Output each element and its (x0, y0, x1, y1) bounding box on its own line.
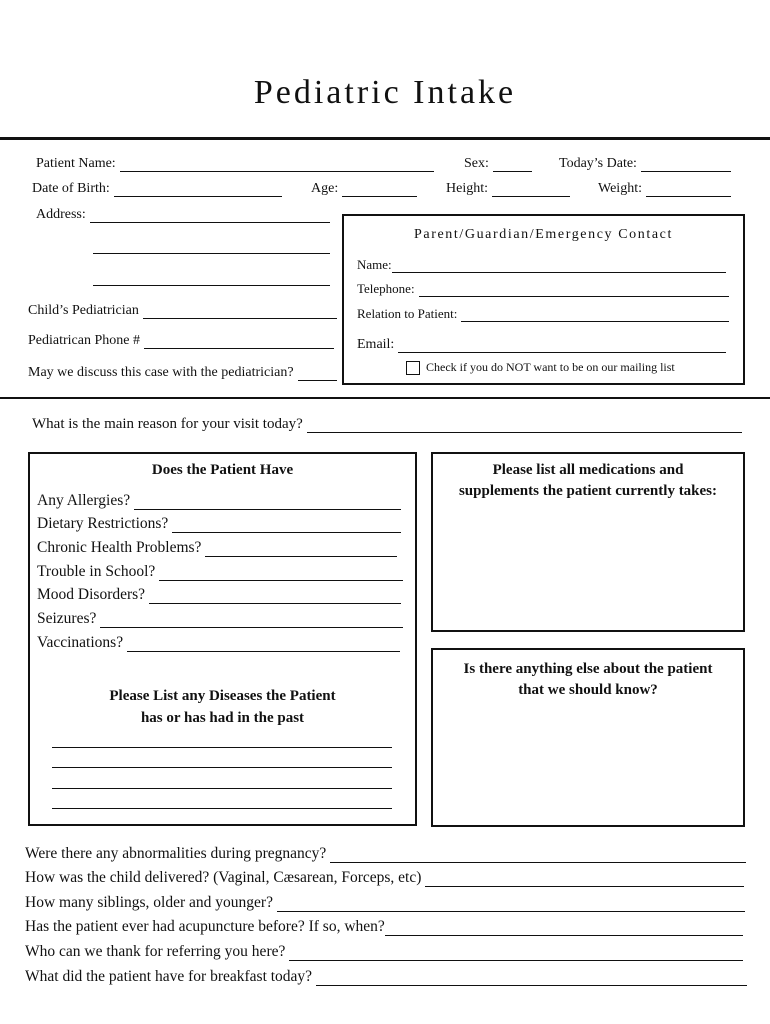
sex-input[interactable] (493, 158, 532, 172)
question-label: How many siblings, older and younger? (25, 894, 273, 911)
childs-pediatrician-field (28, 303, 337, 319)
main-reason-label: What is the main reason for your visit today? (32, 416, 303, 432)
question-row (25, 918, 743, 936)
condition-label: Dietary Restrictions? (37, 515, 169, 532)
sex-label: Sex: (464, 156, 489, 171)
question-row (25, 943, 743, 961)
weight-label: Weight: (598, 181, 642, 196)
contact-telephone-input[interactable] (419, 283, 729, 297)
discuss-case-label: May we discuss this case with the pediatrician? (28, 365, 294, 380)
address-label: Address: (36, 207, 86, 222)
vaccinations-input[interactable] (127, 638, 400, 652)
contact-name-field (357, 257, 726, 273)
age-label: Age: (311, 181, 339, 196)
referral-input[interactable] (289, 947, 743, 961)
condition-row (37, 634, 400, 652)
mailing-opt-out-checkbox[interactable] (406, 361, 420, 375)
mailing-opt-out-label: Check if you do NOT want to be on our mailing list (426, 360, 675, 374)
contact-email-label: Email: (357, 337, 395, 352)
dob-field (32, 181, 282, 197)
contact-relation-field (357, 306, 729, 322)
main-reason-input[interactable] (307, 419, 742, 433)
question-row (25, 968, 747, 986)
address-input-3[interactable] (93, 284, 330, 286)
diseases-title-line-1: Please List any Diseases the Patient (109, 688, 336, 704)
pregnancy-input[interactable] (330, 849, 746, 863)
condition-row (37, 492, 401, 510)
height-input[interactable] (492, 183, 570, 197)
acupuncture-input[interactable] (385, 922, 743, 936)
diseases-title-line-2: has or has had in the past (140, 710, 305, 726)
other-info-title-line-1: Is there anything else about the patient (463, 661, 713, 677)
age-field (311, 181, 417, 197)
diseases-input-1[interactable] (52, 746, 392, 748)
patient-name-label: Patient Name: (36, 156, 116, 171)
weight-input[interactable] (646, 183, 731, 197)
delivery-input[interactable] (425, 873, 744, 887)
discuss-case-field (28, 365, 337, 381)
contact-telephone-field (357, 281, 729, 297)
sex-field (464, 156, 532, 172)
top-divider (0, 137, 770, 140)
contact-email-field (357, 337, 726, 353)
medications-box[interactable] (431, 452, 745, 632)
medications-title-line-2: supplements the patient currently takes: (458, 483, 718, 499)
breakfast-input[interactable] (316, 972, 747, 986)
middle-divider (0, 397, 770, 399)
weight-field (598, 181, 731, 197)
todays-date-label: Today’s Date: (559, 156, 637, 171)
childs-pediatrician-label: Child’s Pediatrician (28, 303, 139, 318)
question-row (25, 845, 746, 863)
siblings-input[interactable] (277, 898, 745, 912)
pediatrician-phone-label: Pediatrican Phone # (28, 333, 140, 348)
other-info-box[interactable] (431, 648, 745, 827)
main-reason-field (32, 416, 742, 433)
condition-label: Chronic Health Problems? (37, 539, 202, 556)
condition-row (37, 515, 401, 533)
childs-pediatrician-input[interactable] (143, 305, 337, 319)
patient-name-field (36, 156, 434, 172)
diseases-input-2[interactable] (52, 766, 392, 768)
allergies-input[interactable] (134, 496, 401, 510)
condition-label: Any Allergies? (37, 492, 131, 509)
todays-date-field (559, 156, 731, 172)
question-label: Has the patient ever had acupuncture before? If so, when? (25, 918, 385, 935)
question-label: How was the child delivered? (Vaginal, Cæsarean, Forceps, etc) (25, 869, 422, 886)
dob-input[interactable] (114, 183, 282, 197)
age-input[interactable] (342, 183, 417, 197)
dob-label: Date of Birth: (32, 181, 110, 196)
diseases-input-3[interactable] (52, 787, 392, 789)
contact-telephone-label: Telephone: (357, 281, 415, 296)
question-label: Were there any abnormalities during pregnancy? (25, 845, 327, 862)
condition-row (37, 539, 397, 557)
trouble-school-input[interactable] (159, 567, 403, 581)
question-label: Who can we thank for referring you here? (25, 943, 286, 960)
contact-email-input[interactable] (398, 339, 726, 353)
page-title: Pediatric Intake (253, 74, 517, 111)
medications-title-line-1: Please list all medications and (492, 462, 684, 478)
emergency-contact-title: Parent/Guardian/Emergency Contact (414, 227, 673, 242)
address-input-2[interactable] (93, 252, 330, 254)
condition-row (37, 563, 403, 581)
pediatrician-phone-input[interactable] (144, 335, 334, 349)
contact-relation-input[interactable] (461, 308, 729, 322)
condition-label: Vaccinations? (37, 634, 124, 651)
condition-label: Trouble in School? (37, 563, 156, 580)
discuss-case-input[interactable] (298, 367, 337, 381)
condition-row (37, 610, 403, 628)
height-label: Height: (446, 181, 488, 196)
diseases-input-4[interactable] (52, 807, 392, 809)
patient-name-input[interactable] (120, 158, 434, 172)
todays-date-input[interactable] (641, 158, 731, 172)
contact-relation-label: Relation to Patient: (357, 306, 458, 321)
question-row (25, 869, 744, 887)
pediatrician-phone-field (28, 333, 334, 349)
conditions-title: Does the Patient Have (151, 462, 294, 478)
question-row (25, 894, 745, 912)
contact-name-label: Name: (357, 257, 392, 272)
condition-label: Mood Disorders? (37, 586, 146, 603)
address-field (36, 207, 330, 223)
address-input-1[interactable] (90, 209, 330, 223)
height-field (446, 181, 570, 197)
question-label: What did the patient have for breakfast today? (25, 968, 313, 985)
dietary-restrictions-input[interactable] (172, 519, 401, 533)
chronic-health-input[interactable] (205, 543, 397, 557)
contact-name-input[interactable] (392, 259, 726, 273)
mood-disorders-input[interactable] (149, 590, 401, 604)
condition-row (37, 586, 401, 604)
seizures-input[interactable] (100, 614, 403, 628)
other-info-title-line-2: that we should know? (518, 682, 658, 698)
condition-label: Seizures? (37, 610, 97, 627)
mailing-opt-out-row (406, 360, 675, 375)
